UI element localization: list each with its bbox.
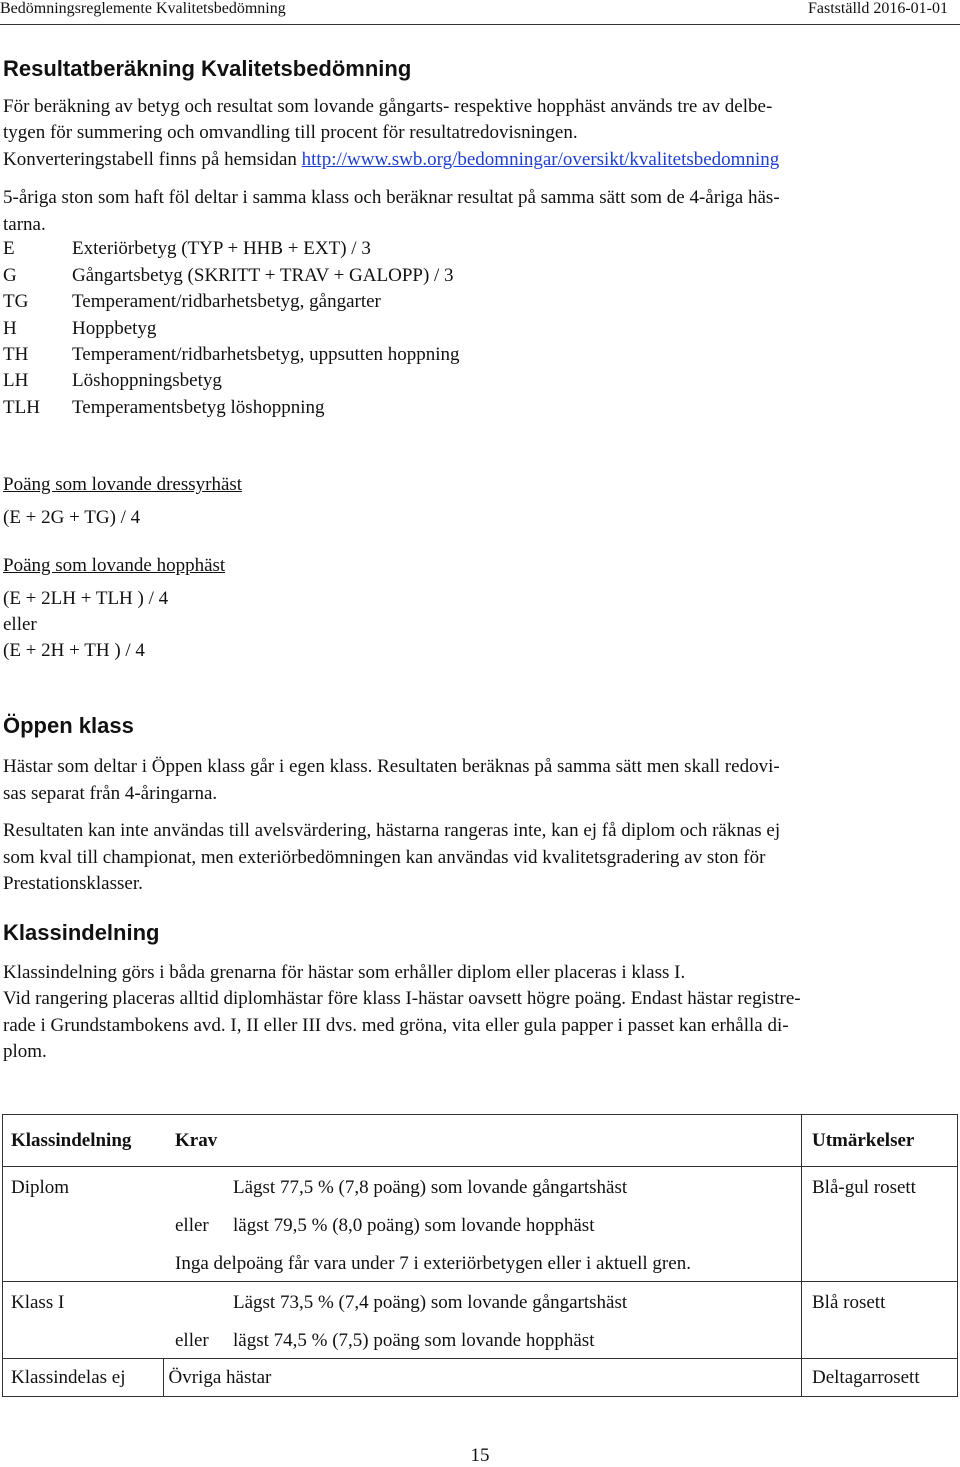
paragraph-line: tygen för summering och omvandling till procent för resultatredovisningen. (3, 122, 578, 143)
abbreviation-definition: Hoppbetyg (72, 318, 157, 339)
requirement-gangartshast: Lägst 73,5 % (7,4 poäng) som lovande gångartshäst (233, 1292, 628, 1313)
paragraph-line: 5-åriga ston som haft föl deltar i samma klass och beräknar resultat på samma sätt som de 4-åriga häs- (3, 187, 780, 208)
header-divider (0, 24, 960, 25)
requirement-or: eller (175, 1330, 209, 1351)
column-header-krav: Krav (175, 1129, 218, 1151)
jump-formula-h: (E + 2H + TH ) / 4 (3, 640, 145, 661)
paragraph-line: Hästar som deltar i Öppen klass går i egen klass. Resultaten beräknas på samma sätt men skall redovi- (3, 756, 780, 777)
document-header-date: Fastställd 2016-01-01 (808, 0, 948, 17)
paragraph-line: tarna. (3, 214, 46, 235)
document-header-title: Bedömningsreglemente Kvalitetsbedömning (0, 0, 286, 17)
abbreviation-term: TH (3, 344, 29, 365)
requirement-hopphast: lägst 79,5 % (8,0 poäng) som lovande hopphäst (233, 1215, 595, 1236)
abbreviation-term: TG (3, 291, 29, 312)
requirement-hopphast: lägst 74,5 % (7,5) poäng som lovande hopphäst (233, 1330, 595, 1351)
table-row (3, 1167, 958, 1282)
paragraph-line: Resultaten kan inte användas till avelsvärdering, hästarna rangeras inte, kan ej få diplom och räknas ej (3, 820, 781, 841)
row-klassindelas-ej: Klassindelas ej (11, 1366, 126, 1388)
table-row (3, 1282, 958, 1359)
page-number: 15 (470, 1445, 490, 1466)
section-title-klassindelning: Klassindelning (3, 920, 160, 945)
paragraph-line: Klassindelning görs i båda grenarna för hästar som erhåller diplom eller placeras i klass I. (3, 962, 686, 983)
paragraph-line: För beräkning av betyg och resultat som lovande gångarts- respektive hopphäst används tre av delbe- (3, 96, 773, 117)
jump-formula-lh: (E + 2LH + TLH ) / 4 (3, 588, 169, 609)
paragraph-line: rade i Grundstambokens avd. I, II eller III dvs. med gröna, vita eller gula papper i passet kan erhålla di- (3, 1015, 789, 1036)
abbreviation-definition: Temperamentsbetyg löshoppning (72, 397, 325, 418)
row-klass-i: Klass I (11, 1292, 65, 1313)
paragraph-line: plom. (3, 1041, 47, 1062)
abbreviation-term: E (3, 238, 15, 259)
jump-formula-title: Poäng som lovande hopphäst (3, 555, 226, 576)
requirement-or: eller (175, 1215, 209, 1236)
paragraph-line-with-link (3, 147, 779, 173)
requirement-note: Inga delpoäng får vara under 7 i exteriörbetygen eller i aktuell gren. (175, 1253, 691, 1274)
abbreviation-definition: Temperament/ridbarhetsbetyg, uppsutten hoppning (72, 344, 460, 365)
paragraph-line: Prestationsklasser. (3, 873, 143, 894)
column-header-klassindelning: Klassindelning (11, 1129, 132, 1151)
section-title-oppen-klass: Öppen klass (3, 713, 134, 738)
award-bla-gul-rosett: Blå-gul rosett (812, 1177, 916, 1198)
dressage-formula-title: Poäng som lovande dressyrhäst (3, 474, 243, 495)
abbreviation-term: LH (3, 370, 29, 391)
klassindelning-table (2, 1114, 958, 1397)
requirement-gangartshast: Lägst 77,5 % (7,8 poäng) som lovande gångartshäst (233, 1177, 628, 1198)
paragraph-line: Vid rangering placeras alltid diplomhästar före klass I-hästar oavsett högre poäng. Endast hästar registre- (3, 988, 801, 1009)
konverteringstabell-link[interactable]: http://www.swb.org/bedomningar/oversikt/kvalitetsbedomning (301, 149, 780, 170)
column-header-utmarkelser: Utmärkelser (812, 1129, 915, 1151)
award-bla-rosett: Blå rosett (812, 1292, 886, 1313)
table-row (3, 1359, 958, 1397)
abbreviation-term: TLH (3, 397, 40, 418)
abbreviation-definition: Temperament/ridbarhetsbetyg, gångarter (72, 291, 381, 312)
abbreviation-term: G (3, 265, 17, 286)
abbreviation-definition: Exteriörbetyg (TYP + HHB + EXT) / 3 (72, 238, 371, 259)
abbreviation-term: H (3, 318, 17, 339)
paragraph-line: sas separat från 4-åringarna. (3, 783, 218, 804)
table-header-row (3, 1115, 958, 1167)
paragraph-line: som kval till championat, men exteriörbedömningen kan användas vid kvalitetsgradering av ston för (3, 847, 766, 868)
dressage-formula: (E + 2G + TG) / 4 (3, 507, 141, 528)
section-title-resultatberakning: Resultatberäkning Kvalitetsbedömning (3, 56, 412, 81)
abbreviation-definition: Löshoppningsbetyg (72, 370, 222, 391)
paragraph-text: Konverteringstabell finns på hemsidan (3, 149, 302, 170)
requirement-ovriga-hastar: Övriga hästar (168, 1366, 272, 1388)
award-deltagarrosett: Deltagarrosett (812, 1366, 920, 1388)
formula-or: eller (3, 614, 37, 635)
abbreviation-definition: Gångartsbetyg (SKRITT + TRAV + GALOPP) / 3 (72, 265, 454, 286)
row-klass-diplom: Diplom (11, 1177, 70, 1198)
